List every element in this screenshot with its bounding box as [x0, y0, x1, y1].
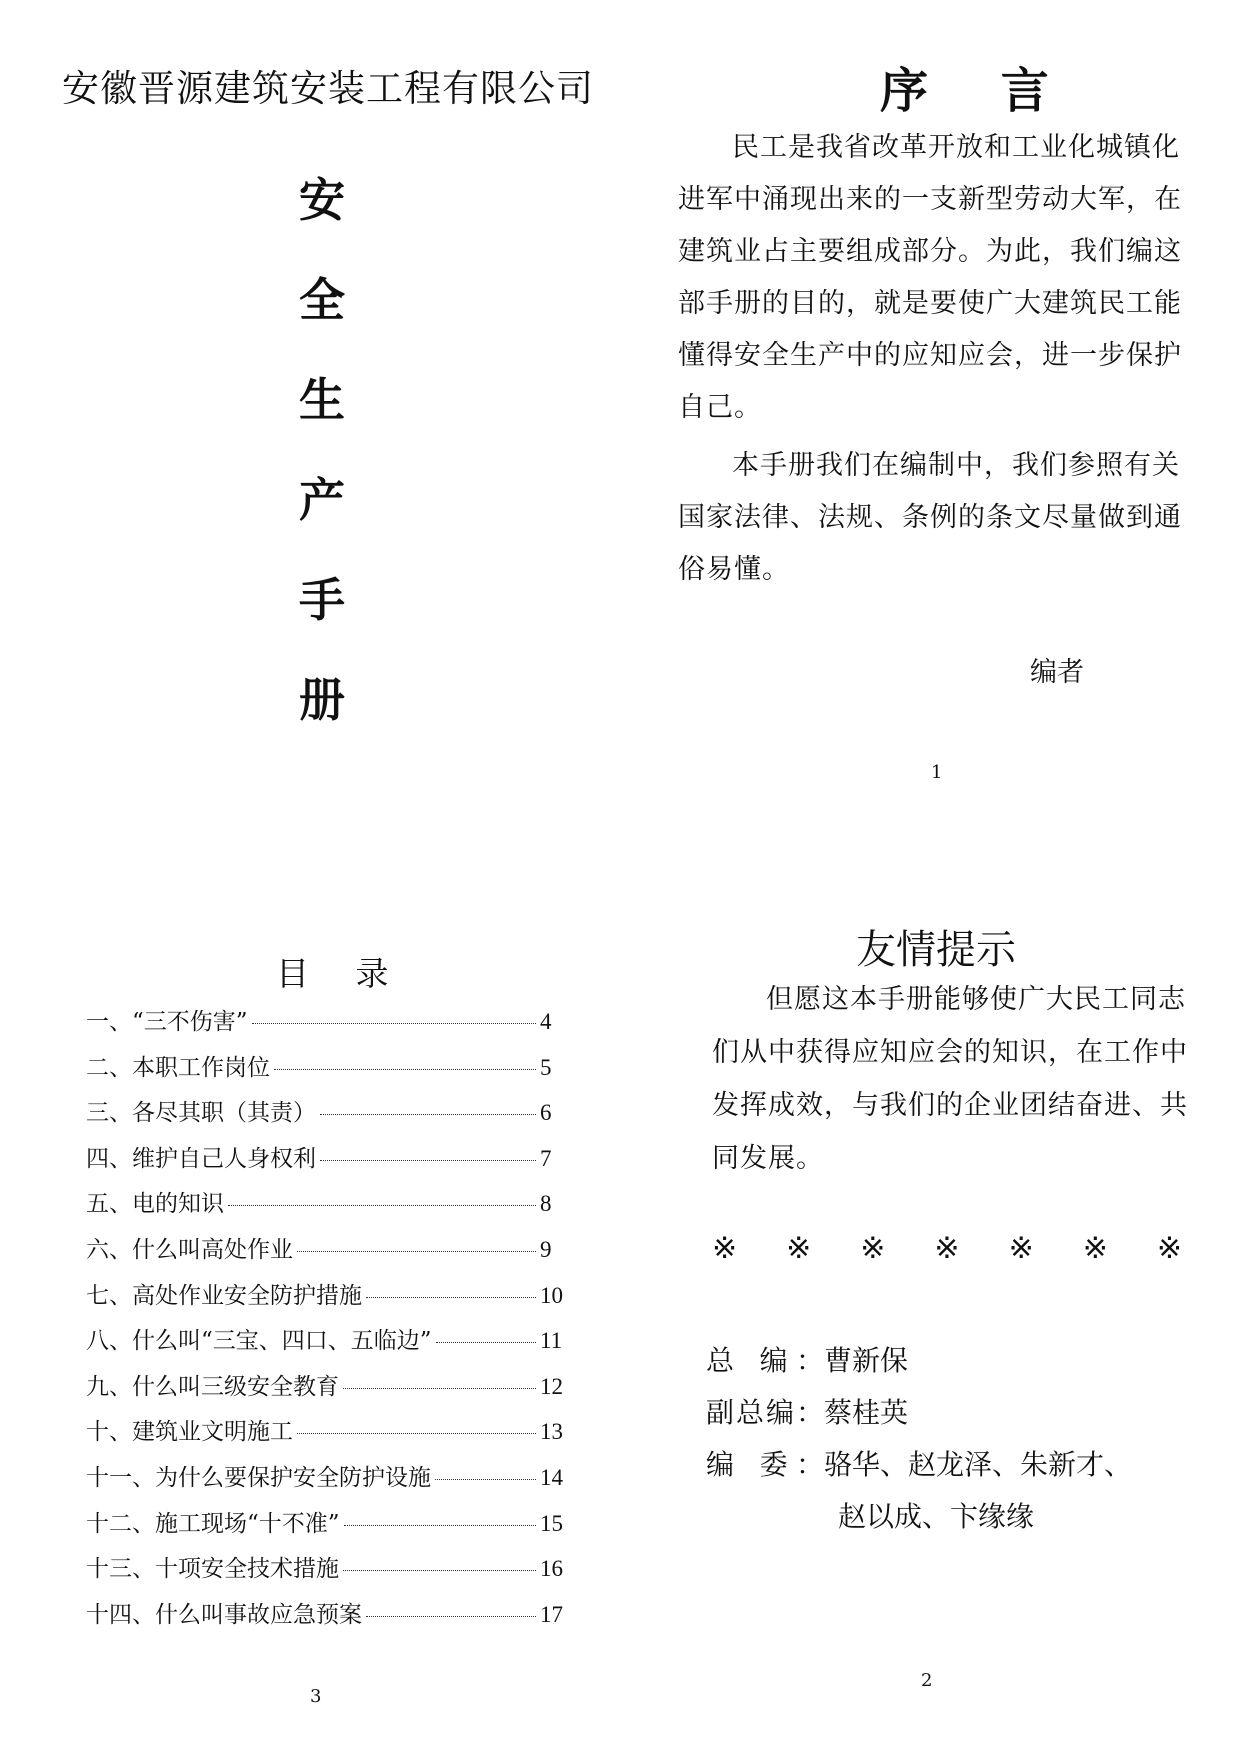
toc-item-label: 八、什么叫“三宝、四口、五临边” — [86, 1328, 432, 1355]
toc-item-label: 四、维护自己人身权利 — [86, 1145, 316, 1172]
reminder-title: 友情提示 — [856, 927, 1016, 973]
credit-value: 赵以成、卞缘缘 — [838, 1500, 1035, 1533]
toc-item-page: 10 — [540, 1282, 563, 1308]
table-of-contents — [86, 1003, 566, 1641]
toc-item-label: 十三、十项安全技术措施 — [86, 1556, 339, 1583]
toc-leader-dots — [228, 1205, 536, 1206]
toc-item-page: 12 — [540, 1373, 563, 1399]
reference-mark-symbol: ※ — [786, 1231, 812, 1266]
handbook-vertical-title — [282, 170, 362, 770]
preface-paragraph: 本手册我们在编制中，我们参照有关国家法律、法规、条例的条文尽量做到通俗易懂。 — [678, 450, 1182, 585]
toc-item-label: 七、高处作业安全防护措施 — [86, 1282, 362, 1309]
toc-leader-dots — [366, 1616, 536, 1617]
reminder-body — [712, 973, 1188, 1185]
reference-mark-symbol: ※ — [1156, 1231, 1182, 1266]
toc-leader-dots — [297, 1433, 536, 1434]
toc-item[interactable] — [86, 1550, 566, 1596]
toc-item[interactable] — [86, 1277, 566, 1323]
credit-deputy-editor — [706, 1387, 1132, 1439]
toc-item-page: 9 — [540, 1236, 552, 1262]
credit-label: 编 委： — [706, 1448, 824, 1481]
toc-item-page: 17 — [540, 1601, 563, 1627]
credit-label: 总 编： — [706, 1344, 824, 1377]
page-number: 1 — [931, 762, 943, 783]
toc-leader-dots — [252, 1023, 536, 1024]
toc-leader-dots — [320, 1160, 536, 1161]
credit-value: 曹新保 — [824, 1344, 909, 1377]
toc-item-label: 十二、施工现场“十不准” — [86, 1510, 340, 1537]
toc-item-page: 13 — [540, 1419, 563, 1445]
toc-item[interactable] — [86, 1049, 566, 1095]
credit-chief-editor — [706, 1335, 1132, 1387]
toc-item-label: 二、本职工作岗位 — [86, 1054, 270, 1081]
reference-mark-symbol: ※ — [934, 1231, 960, 1266]
reminder-paragraph: 但愿这本手册能够使广大民工同志们从中获得应知应会的知识，在工作中发挥成效，与我们的企业团结奋进、共同发展。 — [712, 984, 1188, 1174]
toc-item-page: 8 — [540, 1191, 552, 1217]
toc-item-label: 一、“三不伤害” — [86, 1009, 248, 1035]
company-name: 安徽晋源建筑安装工程有限公司 — [62, 67, 594, 110]
reference-mark-symbol: ※ — [860, 1231, 886, 1266]
toc-item[interactable] — [86, 1505, 566, 1551]
star-divider — [712, 1231, 1182, 1266]
toc-title: 目 录 — [276, 954, 407, 993]
toc-item-page: 16 — [540, 1556, 563, 1582]
toc-leader-dots — [366, 1297, 536, 1298]
toc-item-page: 4 — [540, 1009, 552, 1034]
toc-item-page: 14 — [540, 1464, 563, 1490]
credit-label: 副总编： — [706, 1396, 824, 1429]
toc-item[interactable] — [86, 1459, 566, 1505]
toc-item[interactable] — [86, 1322, 566, 1368]
toc-leader-dots — [343, 1570, 536, 1571]
toc-leader-dots — [274, 1069, 536, 1070]
toc-item-label: 五、电的知识 — [86, 1191, 224, 1218]
toc-item-page: 11 — [540, 1328, 563, 1354]
toc-item-label: 九、什么叫三级安全教育 — [86, 1373, 339, 1400]
toc-item-label: 十、建筑业文明施工 — [86, 1419, 293, 1446]
toc-item[interactable] — [86, 1368, 566, 1414]
toc-item-label: 十一、为什么要保护安全防护设施 — [86, 1464, 431, 1491]
toc-leader-dots — [343, 1388, 536, 1389]
reference-mark-symbol: ※ — [1008, 1231, 1034, 1266]
preface-title: 序 言 — [880, 63, 1077, 119]
toc-item-label: 六、什么叫高处作业 — [86, 1236, 293, 1263]
reference-mark-symbol: ※ — [1082, 1231, 1108, 1266]
credit-value: 骆华、赵龙泽、朱新才、 — [824, 1448, 1133, 1481]
credit-value: 蔡桂英 — [824, 1396, 909, 1429]
toc-item[interactable] — [86, 1596, 566, 1642]
page-number: 3 — [310, 1686, 322, 1707]
toc-leader-dots — [297, 1251, 536, 1252]
toc-item[interactable] — [86, 1231, 566, 1277]
toc-item-page: 7 — [540, 1145, 552, 1171]
toc-leader-dots — [435, 1479, 536, 1480]
title-char: 手 — [299, 573, 345, 627]
toc-item-page: 5 — [540, 1054, 552, 1080]
title-char: 全 — [299, 273, 345, 327]
toc-item[interactable] — [86, 1185, 566, 1231]
toc-item-label: 十四、什么叫事故应急预案 — [86, 1601, 362, 1628]
title-char: 产 — [299, 473, 345, 527]
title-char: 安 — [299, 173, 345, 227]
reference-mark-symbol: ※ — [712, 1231, 738, 1266]
toc-item[interactable] — [86, 1140, 566, 1186]
toc-item[interactable] — [86, 1094, 566, 1140]
toc-item-page: 15 — [540, 1510, 563, 1536]
title-char: 生 — [299, 373, 345, 427]
title-char: 册 — [299, 673, 345, 727]
toc-item[interactable] — [86, 1003, 566, 1049]
editorial-credits — [706, 1335, 1132, 1543]
toc-leader-dots — [436, 1342, 536, 1343]
preface-paragraph: 民工是我省改革开放和工业化城镇化进军中涌现出来的一支新型劳动大军，在建筑业占主要组成部分。为此，我们编这部手册的目的，就是要使广大建筑民工能懂得安全生产中的应知应会，进一步保护自己。 — [678, 132, 1182, 423]
credit-editorial-board-cont — [706, 1491, 1132, 1543]
toc-item-page: 6 — [540, 1100, 552, 1126]
toc-leader-dots — [320, 1114, 536, 1115]
credit-editorial-board — [706, 1439, 1132, 1491]
page-number: 2 — [921, 1670, 933, 1691]
toc-item-label: 三、各尽其职（其责） — [86, 1100, 316, 1127]
toc-leader-dots — [344, 1525, 536, 1526]
preface-body — [678, 122, 1188, 596]
preface-author: 编者 — [1030, 657, 1084, 688]
toc-item[interactable] — [86, 1413, 566, 1459]
